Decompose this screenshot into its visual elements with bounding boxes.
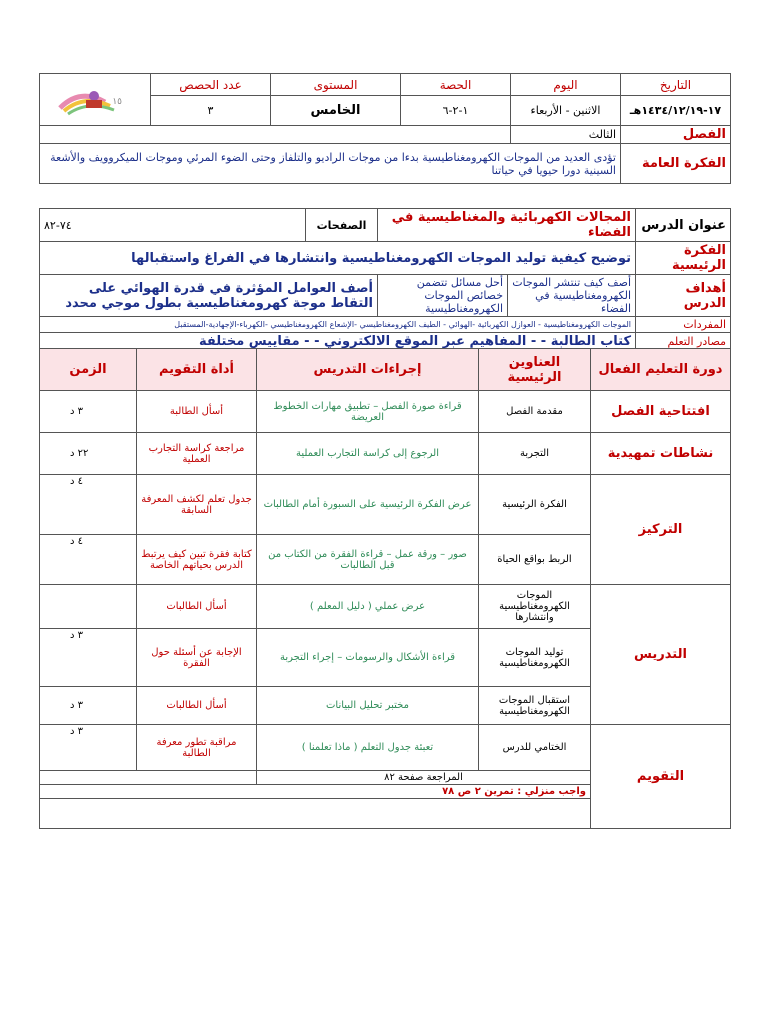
procedure-cell: تعبئة جدول التعلم ( ماذا تعلمنا ) [257,725,479,771]
assessment-cell: أسأل الطالبات [137,585,257,629]
topic-cell: مقدمة الفصل [479,391,591,433]
assessment-cell: مراقبة تطور معرفة الطالبة [137,725,257,771]
period-value: ١-٢-٦ [401,96,511,126]
general-idea-label: الفكرة العامة [621,144,731,184]
procedure-cell: قراءة صورة الفصل – تطبيق مهارات الخطوط العريضة [257,391,479,433]
assessment-cell: كتابة فقرة تبين كيف يرتبط الدرس بحياتهم الخاصة [137,535,257,585]
topic-cell: الربط بواقع الحياة [479,535,591,585]
date-value: ١٧-١٤٣٤/١٢/١٩هـ [621,96,731,126]
stage-evaluate: التقويم [591,725,731,829]
assessment-cell: الإجابة عن أسئلة حول الفقرة [137,629,257,687]
topic-cell: الفكرة الرئيسية [479,475,591,535]
vocab-value: الموجات الكهرومغناطيسية - العوازل الكهربائية -الهوائي - الطيف الكهرومغناطيسي -الإشعاع الكهرومغناطيسي -الكهرباء-الإجهادية-المستقبل [40,317,636,333]
day-value: الاثنين - الأربعاء [511,96,621,126]
topic-cell: الموجات الكهرومغناطيسية وانتشارها [479,585,591,629]
lesson-title-value: المجالات الكهربائية والمغناطيسية في الفضاء [378,209,636,242]
assessment-cell: أسأل الطالبات [137,687,257,725]
assessment-cell: جدول تعلم لكشف المعرفة السابقة [137,475,257,535]
class-empty [40,126,511,144]
assessment-cell: مراجعة كراسة التجارب العملية [137,433,257,475]
header-procedures: إجراءات التدريس [257,349,479,391]
notes-empty [40,799,591,829]
lesson-title-label: عنوان الدرس [636,209,731,242]
objective-1: أصف كيف تنتشر الموجات الكهرومغناطيسية في الفضاء [508,275,636,317]
school-logo [40,74,151,126]
review-text: المراجعة صفحة ٨٢ [257,771,591,785]
plan-table [39,348,731,829]
header-topics: العناوين الرئيسية [479,349,591,391]
topic-cell: توليد الموجات الكهرومغناطيسية [479,629,591,687]
svg-text:١٥: ١٥ [112,96,122,107]
review-empty [40,771,257,785]
time-cell: ٢٢ د [40,433,137,475]
procedure-cell: الرجوع إلى كراسة التجارب العملية [257,433,479,475]
pages-value: ٧٤-٨٢ [40,209,306,242]
level-value: الخامس [271,96,401,126]
count-value: ٣ [151,96,271,126]
period-label: الحصة [401,74,511,96]
main-idea-label: الفكرة الرئيسية [636,242,731,275]
assessment-cell: أسأل الطالبة [137,391,257,433]
time-cell: ٣ د [40,629,137,687]
time-cell: ٤ د [40,475,137,535]
header-assessment: أداة التقويم [137,349,257,391]
day-label: اليوم [511,74,621,96]
procedure-cell: مختبر تحليل البيانات [257,687,479,725]
procedure-cell: صور – ورقة عمل – قراءة الفقرة من الكتاب من قبل الطالبات [257,535,479,585]
pages-label: الصفحات [306,209,378,242]
objectives-label: أهداف الدرس [636,275,731,317]
general-idea-text: تؤدى العديد من الموجات الكهرومغناطيسية بدءا من موجات الراديو والتلفاز وحتى الضوء المرئي وموجات الميكروويف والأشعة السينية دورا حيويا في حياتنا [40,144,621,184]
stage-warmup: نشاطات تمهيدية [591,433,731,475]
time-cell: ٣ د [40,687,137,725]
count-label: عدد الحصص [151,74,271,96]
procedure-cell: قراءة الأشكال والرسومات – إجراء التجربة [257,629,479,687]
sources-label: مصادر التعلم [636,333,731,351]
header-table [39,73,731,184]
time-cell: ٣ د [40,725,137,771]
topic-cell: استقبال الموجات الكهرومغناطيسية [479,687,591,725]
stage-focus: التركيز [591,475,731,585]
sources-value: كتاب الطالبة - - المفاهيم عبر الموقع الالكتروني - - مقاييس مختلفة [40,333,636,351]
class-value: الثالث [511,126,621,144]
stage-teach: التدريس [591,585,731,725]
level-label: المستوى [271,74,401,96]
time-cell: ٤ د [40,535,137,585]
class-label: الفصل [621,126,731,144]
topic-cell: الختامي للدرس [479,725,591,771]
time-cell [40,585,137,629]
time-cell: ٣ د [40,391,137,433]
date-label: التاريخ [621,74,731,96]
main-idea-value: توضيح كيفية توليد الموجات الكهرومغناطيسية وانتشارها في الفراغ واستقبالها [40,242,636,275]
procedure-cell: عرض الفكرة الرئيسية على السبورة أمام الطالبات [257,475,479,535]
objective-3: أصف العوامل المؤثرة في قدرة الهوائي على التقاط موجة كهرومغناطيسية بطول موجي محدد [40,275,378,317]
topic-cell: التجربة [479,433,591,475]
header-time: الزمن [40,349,137,391]
homework-text: واجب منزلي : تمرين ٢ ص ٧٨ [40,785,591,799]
objective-2: أحل مسائل تتضمن خصائص الموجات الكهرومغناطيسية [378,275,508,317]
vocab-label: المفردات [636,317,731,333]
header-cycle: دورة التعليم الفعال [591,349,731,391]
logo-icon [50,80,140,120]
procedure-cell: عرض عملي ( دليل المعلم ) [257,585,479,629]
stage-opening: افتتاحية الفصل [591,391,731,433]
lesson-table [39,208,731,351]
